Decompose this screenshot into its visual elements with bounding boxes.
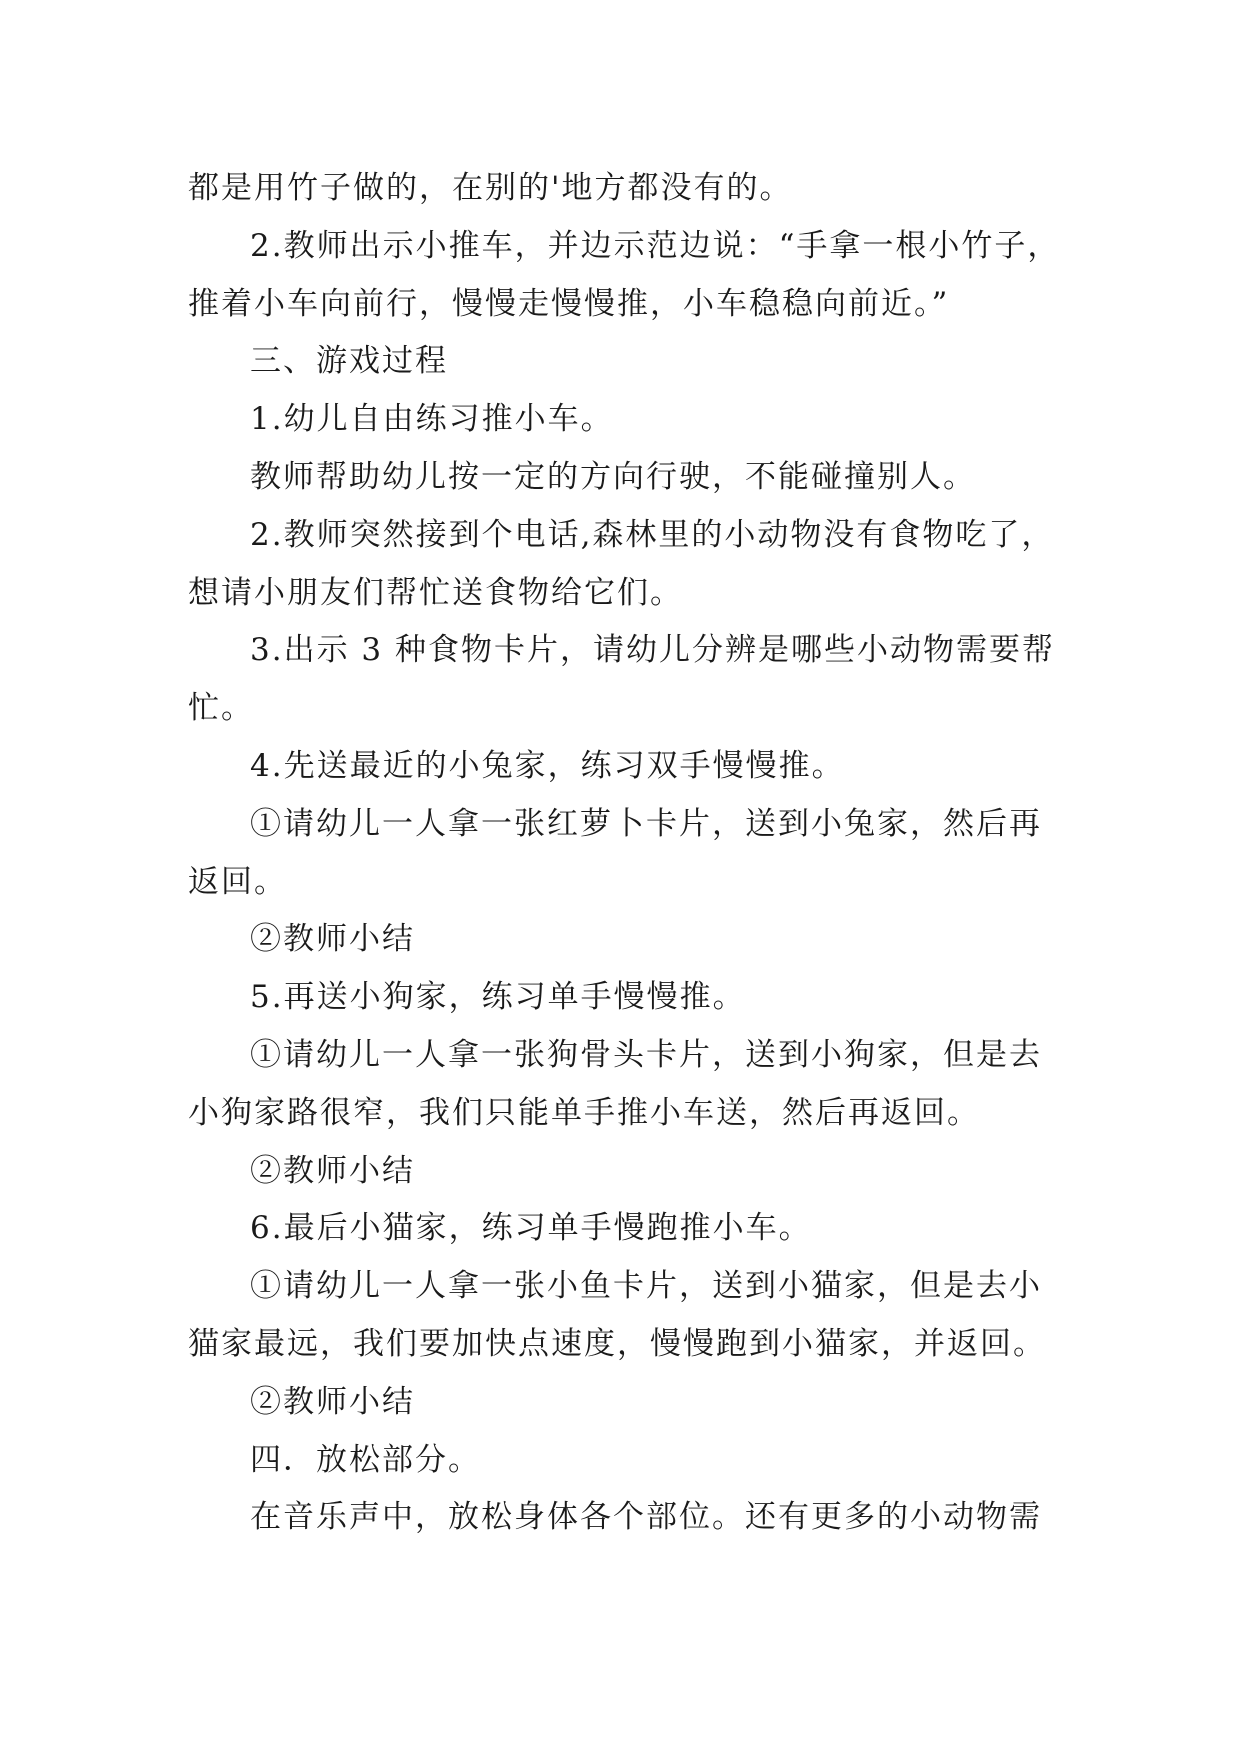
text-line: 忙。 [188,690,254,727]
text-line: 都是用竹子做的，在别的'地方都没有的。 [188,170,793,206]
text-line: 5.再送小狗家，练习单手慢慢推。 [250,979,746,1016]
text-line: 3.出示 3 种食物卡片，请幼儿分辨是哪些小动物需要帮 [250,632,1056,669]
text-line: 教师帮助幼儿按一定的方向行驶，不能碰撞别人。 [250,458,976,495]
text-line: 返回。 [188,863,287,900]
text-line: 想请小朋友们帮忙送食物给它们。 [188,574,683,611]
text-line: ①请幼儿一人拿一张红萝卜卡片，送到小兔家，然后再 [250,805,1042,842]
text-line: ②教师小结 [250,1152,415,1189]
text-line: 2.教师出示小推车，并边示范边说：“手拿一根小竹子， [250,227,1061,264]
text-line: 4.先送最近的小兔家，练习双手慢慢推。 [250,747,845,784]
text-line: ①请幼儿一人拿一张狗骨头卡片，送到小狗家，但是去 [250,1036,1042,1073]
text-line: 2.教师突然接到个电话,森林里的小动物没有食物吃了， [250,516,1055,553]
document-body [188,160,1061,1547]
text-line: 小狗家路很窄，我们只能单手推小车送，然后再返回。 [188,1094,980,1131]
text-line: 1.幼儿自由练习推小车。 [250,401,614,438]
text-line: ②教师小结 [250,921,415,958]
text-line: 在音乐声中，放松身体各个部位。还有更多的小动物需 [250,1499,1042,1536]
text-line: 猫家最远，我们要加快点速度，慢慢跑到小猫家，并返回。 [188,1325,1046,1362]
text-line: 6.最后小猫家，练习单手慢跑推小车。 [250,1210,812,1247]
text-line: ①请幼儿一人拿一张小鱼卡片，送到小猫家，但是去小 [250,1268,1042,1305]
section-heading: 四．放松部分。 [250,1441,481,1478]
text-line: ②教师小结 [250,1383,415,1420]
text-line: 推着小车向前行，慢慢走慢慢推，小车稳稳向前近。” [188,285,950,322]
section-heading: 三、游戏过程 [250,343,448,380]
